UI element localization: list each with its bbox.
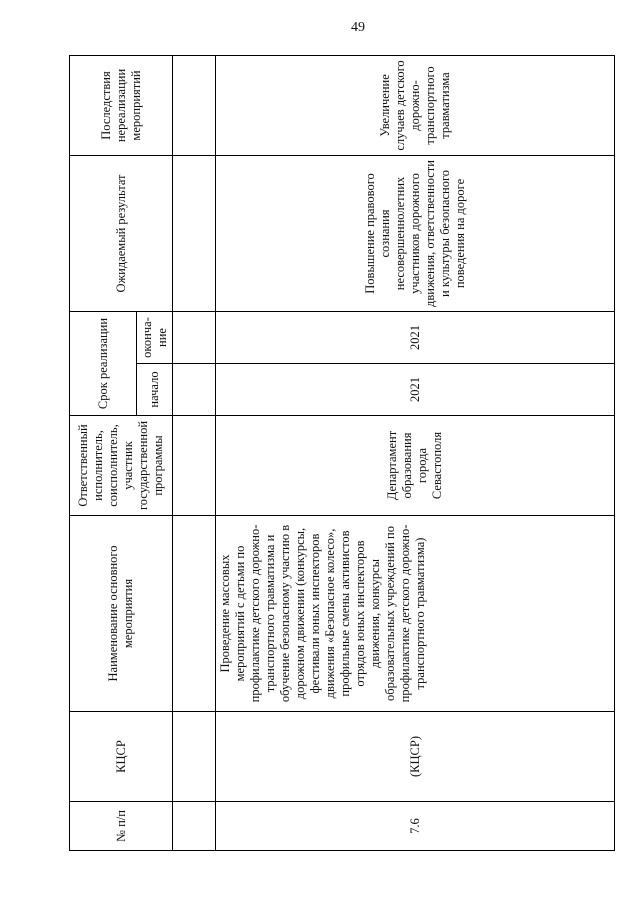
blank-cell [173,311,216,363]
blank-cell [173,802,216,851]
table-header-row [70,55,137,850]
blank-cell [173,516,216,712]
page-number: 49 [351,20,365,35]
blank-cell [173,55,216,155]
table-blank-row [173,55,216,850]
header-name: Наименование основного мероприятия [70,516,173,712]
row-executor: Департамент образования города Севастополя [216,416,615,516]
header-num: № п/п [70,802,173,851]
header-result: Ожидаемый результат [70,155,173,311]
table-row [216,55,615,850]
blank-cell [173,416,216,516]
row-end: 2021 [216,311,615,363]
header-term: Срок реализации [70,311,137,415]
header-consequences: Последствия нереализации мероприятий [70,55,173,155]
program-measures-table [69,55,615,851]
header-term-start: начало [137,364,173,416]
row-num: 7.6 [216,802,615,851]
row-kcsr: (КЦСР) [216,712,615,802]
blank-cell [173,364,216,416]
header-executor: Ответственный исполнитель, соисполнитель, участник государственной программы [70,416,173,516]
row-start: 2021 [216,364,615,416]
blank-cell [173,155,216,311]
blank-cell [173,712,216,802]
rotated-table-container [69,56,615,851]
row-result: Повышение правового сознания несовершеннолетних участников дорожного движения, ответственности и культуры безопасного поведения на дороге [216,155,615,311]
header-kcsr: КЦСР [70,712,173,802]
header-term-end: оконча-ние [137,311,173,363]
row-name: Проведение массовых мероприятий с детьми по профилактике детского дорожно-транспортного травматизма и обучение безопасному участию в дорожном движении (конкурсы, фестивали юных инспекторов движения «Безопасное колесо», профильные смены активистов отрядов юных инспекторов движения, конкурсы образовательных учреждений по профилактике детского дорожно-транспортного травматизма) [216,516,615,712]
row-consequences: Увеличение случаев детского дорожно-транспортного травматизма [216,55,615,155]
